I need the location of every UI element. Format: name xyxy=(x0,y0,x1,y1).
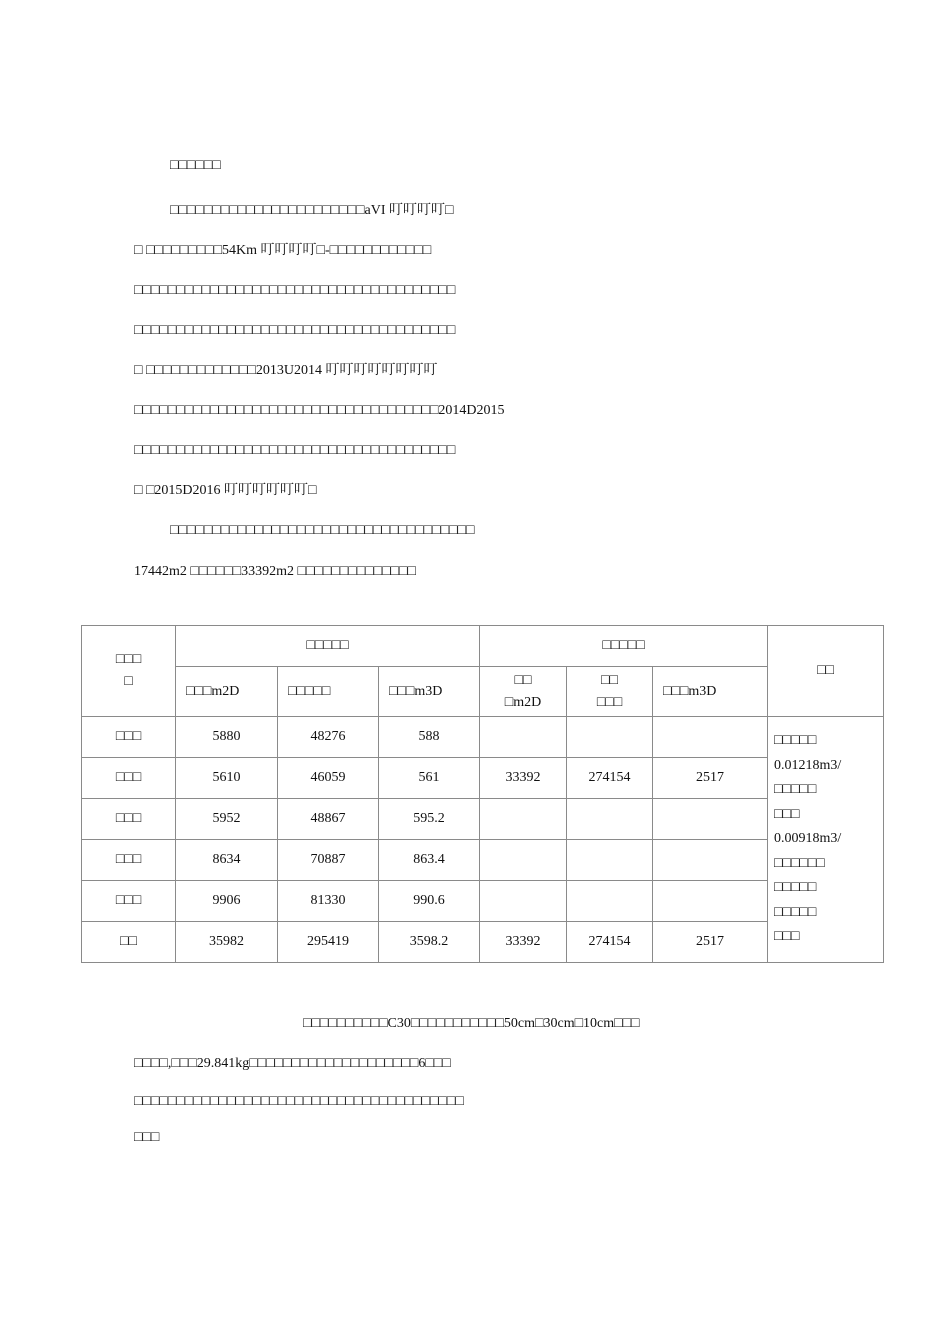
table-subheader-row xyxy=(82,667,884,717)
group-header-b: □□□□□ xyxy=(480,626,768,667)
paragraph-1-line-2: □ □□□□□□□□□54Km 叮叮叮叮□-□□□□□□□□□□□□ xyxy=(134,243,432,258)
paragraph-3-line-2: □□□□,□□□29.841kg□□□□□□□□□□□□□□□□□□□□6□□□ xyxy=(134,1056,451,1071)
row-label: □□□ xyxy=(82,881,176,922)
row-label: □□□ xyxy=(82,717,176,758)
subheader-b1-line-1: □□ xyxy=(514,672,532,688)
note-line: 0.00918m3/ xyxy=(774,831,842,846)
note-line: □□□□□ xyxy=(774,904,817,920)
cell-a1: 8634 xyxy=(176,840,278,881)
cell-a2: 295419 xyxy=(278,922,379,963)
cell-b3: 2517 xyxy=(653,758,768,799)
table-row xyxy=(82,840,884,881)
paragraph-3-line-3: □□□□□□□□□□□□□□□□□□□□□□□□□□□□□□□□□□□□□□□ xyxy=(134,1094,464,1109)
subheader-b3: □□□m3D xyxy=(653,667,768,717)
cell-b1: 33392 xyxy=(480,758,567,799)
cell-b1: 33392 xyxy=(480,922,567,963)
cell-a1: 9906 xyxy=(176,881,278,922)
table-row xyxy=(82,881,884,922)
cell-b1 xyxy=(480,881,567,922)
cell-b1 xyxy=(480,799,567,840)
row-label: □□ xyxy=(82,922,176,963)
cell-b3 xyxy=(653,799,768,840)
subheader-b2 xyxy=(567,667,653,717)
cell-b2 xyxy=(567,717,653,758)
corner-header-line-1: □□□ xyxy=(115,652,142,667)
paragraph-1-line-4: □□□□□□□□□□□□□□□□□□□□□□□□□□□□□□□□□□□□□□ xyxy=(134,323,456,338)
table-row xyxy=(82,758,884,799)
subheader-b2-line-1: □□ xyxy=(601,672,618,688)
group-header-a: □□□□□ xyxy=(176,626,480,667)
cell-b1 xyxy=(480,840,567,881)
note-line: □□□ xyxy=(774,929,800,944)
quantity-table xyxy=(81,625,884,963)
cell-b3: 2517 xyxy=(653,922,768,963)
cell-a3: 595.2 xyxy=(379,799,480,840)
paragraph-3-line-1: □□□□□□□□□□C30□□□□□□□□□□□50cm□30cm□10cm□□□ xyxy=(303,1016,640,1031)
row-label: □□□ xyxy=(82,840,176,881)
note-line: 0.01218m3/ xyxy=(774,757,842,773)
row-label: □□□ xyxy=(82,758,176,799)
cell-b2: 274154 xyxy=(567,758,653,799)
subheader-a2: □□□□□ xyxy=(278,667,379,717)
subheader-a3: □□□m3D xyxy=(379,667,480,717)
cell-a3: 3598.2 xyxy=(379,922,480,963)
cell-b2 xyxy=(567,799,653,840)
paragraph-1-line-1: □□□□□□□□□□□□□□□□□□□□□□□aVI 叮叮叮叮□ xyxy=(170,203,454,218)
cell-a2: 46059 xyxy=(278,758,379,799)
paragraph-1-line-6: □□□□□□□□□□□□□□□□□□□□□□□□□□□□□□□□□□□□2014D2015 xyxy=(134,403,505,418)
note-header: □□ xyxy=(768,626,884,717)
cell-b3 xyxy=(653,717,768,758)
cell-a1: 35982 xyxy=(176,922,278,963)
corner-header-line-2: □ xyxy=(124,674,133,689)
cell-b3 xyxy=(653,840,768,881)
note-line: □□□□□□ xyxy=(774,855,825,871)
cell-a1: 5952 xyxy=(176,799,278,840)
cell-a1: 5610 xyxy=(176,758,278,799)
subheader-b2-line-2: □□□ xyxy=(596,694,623,710)
note-line: □□□ xyxy=(774,806,800,822)
subheader-b1 xyxy=(480,667,567,717)
paragraph-2-line-2: 17442m2 □□□□□□33392m2 □□□□□□□□□□□□□□ xyxy=(134,564,416,579)
paragraph-1-line-7: □□□□□□□□□□□□□□□□□□□□□□□□□□□□□□□□□□□□□□ xyxy=(134,443,456,458)
cell-a3: 863.4 xyxy=(379,840,480,881)
cell-a2: 81330 xyxy=(278,881,379,922)
cell-a2: 70887 xyxy=(278,840,379,881)
note-line: □□□□□ xyxy=(774,733,817,748)
cell-b2: 274154 xyxy=(567,922,653,963)
cell-b2 xyxy=(567,840,653,881)
note-line: □□□□□ xyxy=(774,782,817,797)
cell-b2 xyxy=(567,881,653,922)
paragraph-3-line-4: □□□ xyxy=(134,1130,160,1145)
paragraph-1-line-8: □ □2015D2016 叮叮叮叮叮叮□ xyxy=(134,483,317,498)
cell-a1: 5880 xyxy=(176,717,278,758)
paragraph-1-line-3: □□□□□□□□□□□□□□□□□□□□□□□□□□□□□□□□□□□□□□ xyxy=(134,283,456,298)
paragraph-1-line-5: □ □□□□□□□□□□□□□2013U2014 叮叮叮叮叮叮叮叮 xyxy=(134,363,438,378)
cell-a2: 48276 xyxy=(278,717,379,758)
cell-b1 xyxy=(480,717,567,758)
subheader-a1: □□□m2D xyxy=(176,667,278,717)
cell-a3: 561 xyxy=(379,758,480,799)
cell-b3 xyxy=(653,881,768,922)
cell-a3: 588 xyxy=(379,717,480,758)
section-heading: □□□□□□ xyxy=(170,158,221,173)
note-line: □□□□□ xyxy=(774,880,817,895)
note-cell xyxy=(768,717,884,963)
table-corner-header xyxy=(82,626,176,717)
table-total-row xyxy=(82,922,884,963)
row-label: □□□ xyxy=(82,799,176,840)
table-row xyxy=(82,799,884,840)
subheader-b1-line-2: □m2D xyxy=(504,694,542,710)
cell-a2: 48867 xyxy=(278,799,379,840)
paragraph-2-line-1: □□□□□□□□□□□□□□□□□□□□□□□□□□□□□□□□□□□□ xyxy=(170,523,475,538)
table-header-row xyxy=(82,626,884,667)
table-row xyxy=(82,717,884,758)
cell-a3: 990.6 xyxy=(379,881,480,922)
